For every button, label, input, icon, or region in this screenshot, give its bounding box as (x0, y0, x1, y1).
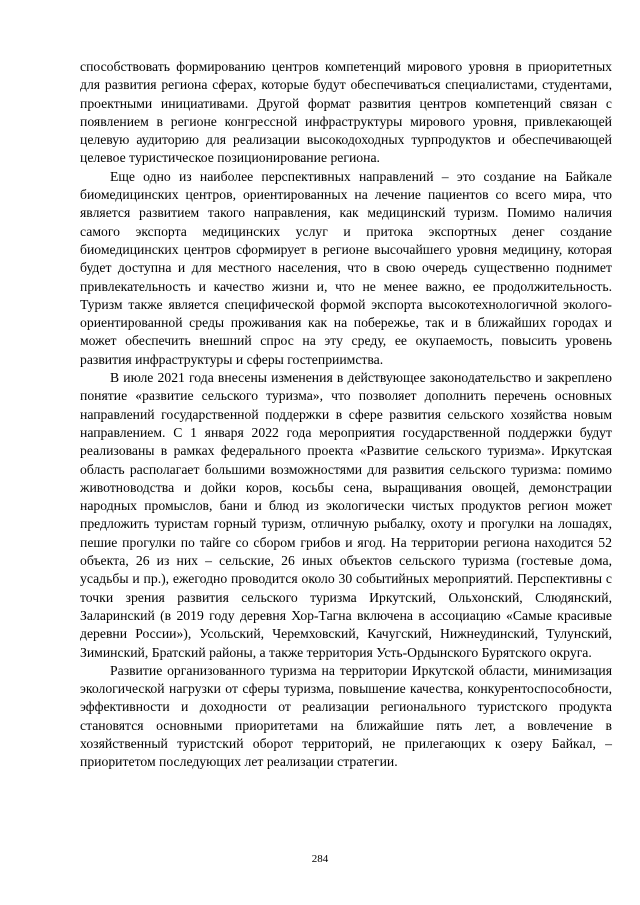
page-number: 284 (311, 853, 329, 865)
paragraph-4: Развитие организованного туризма на территории Иркутской области, минимизация экологической нагрузки от сферы туризма, повышение качества, конкурентоспособности, эффективности и доходности от реализации регионального туристского продукта становятся основными приоритетами на ближайшие пять лет, а вовлечение в хозяйственный туристский оборот территорий, не прилегающих к озеру Байкал, – приоритетом последующих лет реализации стратегии. (80, 662, 612, 770)
page-body (80, 58, 612, 772)
paragraph-1: способствовать формированию центров компетенций мирового уровня в приоритетных для развития региона сферах, которые будут обеспечиваться специалистами, студентами, проектными инициативами. Другой формат развития центров компетенций связан с появлением в регионе конгрессной инфраструктуры мирового уровня, привлекающей целевую аудиторию для реализации высокодоходных турпродуктов и обеспечивающей целевое туристическое позиционирование региона. (80, 59, 612, 166)
paragraph-2: Еще одно из наиболее перспективных направлений – это создание на Байкале биомедицинских центров, ориентированных на лечение пациентов со всего мира, что является развитием такого направления, как медицинский туризм. Помимо наличия самого экспорта медицинских услуг и притока экспортных денег создание биомедицинских центров сформирует в регионе высочайшего уровня медицину, которая будет доступна и для местного населения, что в свою очередь существенно поднимет привлекательность и качество жизни и, что не менее важно, ее продолжительность. Туризм также является специфической формой экспорта высокотехнологичной эколого-ориентированной среды проживания как на побережье, так и в ближайших городах и может обеспечить внешний спрос на эту среду, ее окупаемость, повысить уровень развития инфраструктуры и сферы гостеприимства. (80, 168, 612, 367)
paragraph-3: В июле 2021 года внесены изменения в действующее законодательство и закреплено понятие «развитие сельского туризма», что позволяет дополнить перечень основных направлений государственной поддержки в сфере развития сельского хозяйства новым направлением. С 1 января 2022 года мероприятия государственной поддержки будут реализованы в рамках федерального проекта «Развитие сельского туризма». Иркутская область располагает большими возможностями для развития сельского туризма: помимо животноводства и дойки коров, косьбы сена, выращивания овощей, демонстрации народных промыслов, бани и блюд из экологически чистых продуктов регион может предложить туристам горный туризм, отличную рыбалку, охоту и прогулки на лошадях, пешие прогулки по тайге со сбором грибов и ягод. На территории региона находится 52 объекта, 26 из них – сельские, 26 иных объектов сельского туризма (гостевые дома, усадьбы и пр.), ежегодно проводится около 30 событийных мероприятий. Перспективны с точки зрения развития сельского туризма Иркутский, Ольхонский, Слюдянский, Заларинский (в 2019 году деревня Хор-Тагна включена в ассоциацию «Самые красивые деревни России»), Усольский, Черемховский, Качугский, Нижнеудинский, Тулунский, Зиминский, Братский районы, а также территория Усть-Ордынского Бурятского округа. (80, 370, 612, 660)
